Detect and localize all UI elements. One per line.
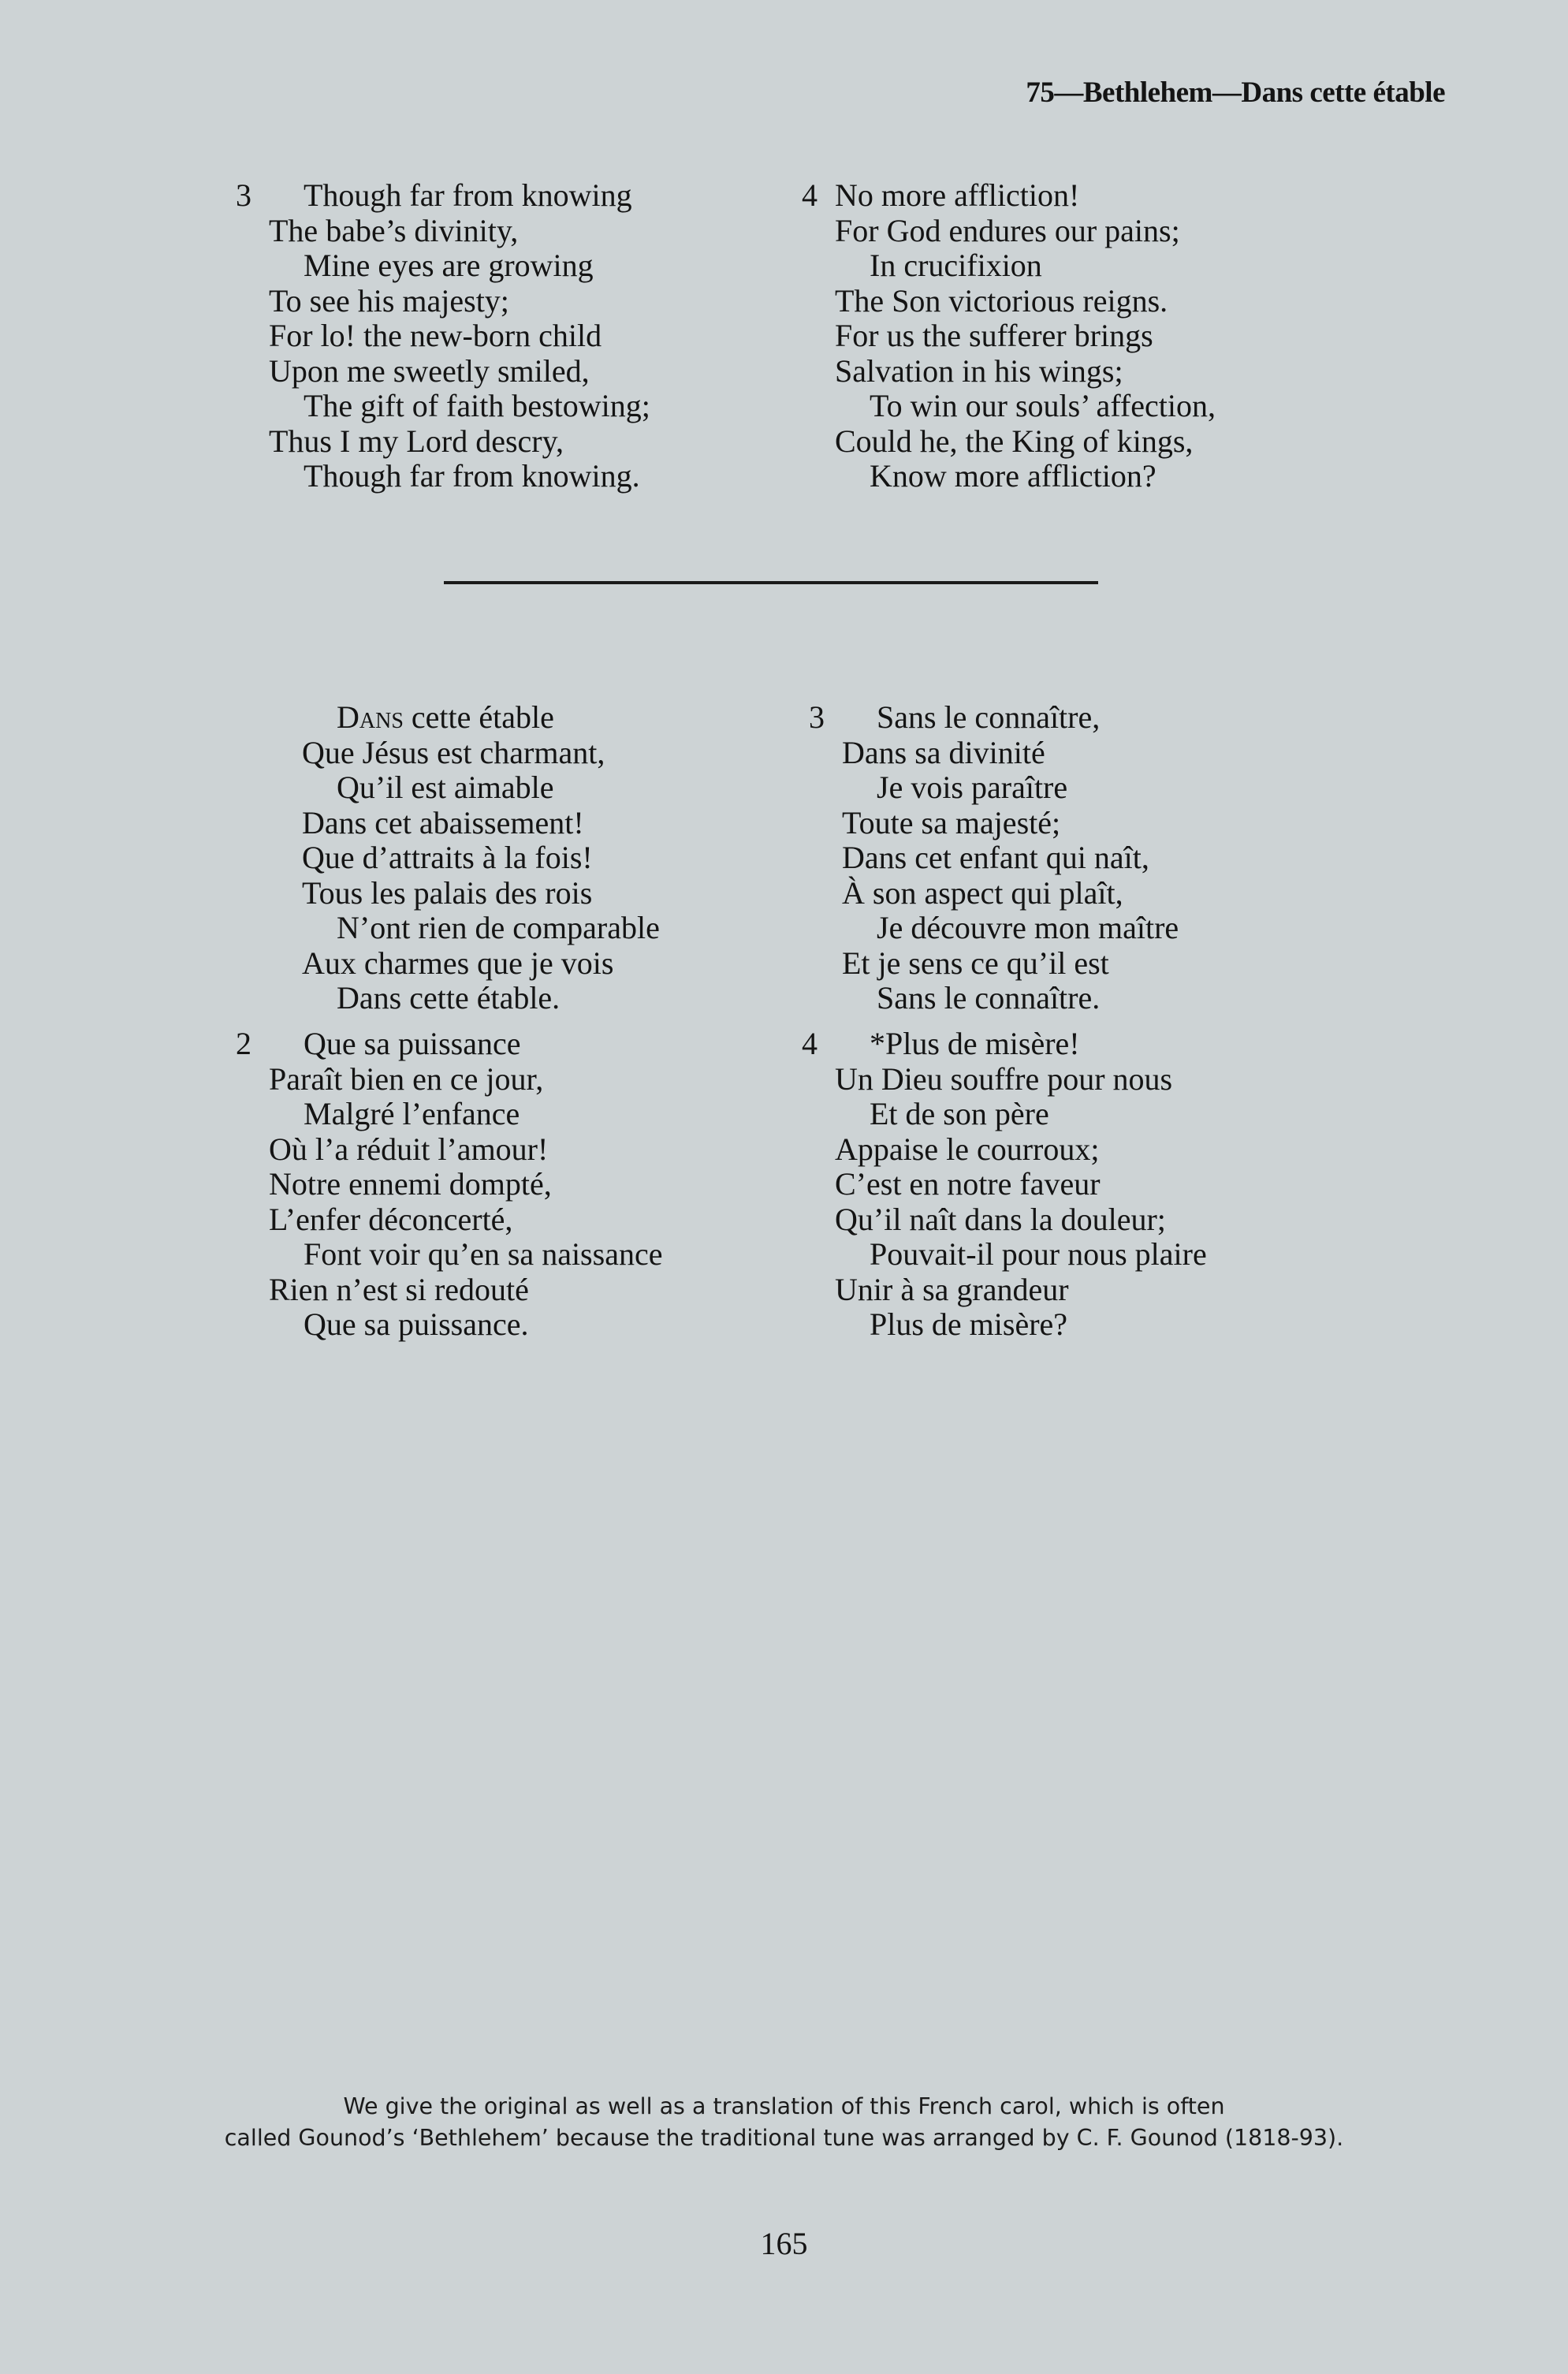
footnote	[0, 2091, 1568, 2154]
verse-line: Thus I my Lord descry,	[269, 423, 564, 459]
verse-line: Que Jésus est charmant,	[302, 734, 605, 770]
verse-line: For God endures our pains;	[835, 212, 1180, 248]
verse-line: No more affliction!	[835, 177, 1080, 213]
verse-line: To win our souls’ affection,	[870, 388, 1216, 423]
verse-line: *Plus de misère!	[870, 1026, 1080, 1061]
verse-line: The gift of faith bestowing;	[304, 388, 650, 423]
french-verse-1	[302, 700, 660, 1016]
verse-line: Unir à sa grandeur	[835, 1271, 1069, 1307]
verse-line: Malgré l’enfance	[304, 1096, 520, 1131]
verse-line: Et de son père	[870, 1096, 1049, 1131]
verse-line: Though far from knowing	[304, 177, 632, 213]
verse-number: 2	[236, 1026, 251, 1061]
verse-line: Qu’il est aimable	[337, 770, 554, 805]
verse-line: Que d’attraits à la fois!	[302, 840, 593, 875]
verse-line: Sans le connaître.	[877, 980, 1101, 1016]
verse-line: L’enfer déconcerté,	[269, 1201, 513, 1237]
verse-line: Sans le connaître,	[877, 699, 1101, 735]
verse-line: The babe’s divinity,	[269, 212, 519, 248]
verse-number: 3	[236, 177, 251, 213]
verse-line: Dans cet enfant qui naît,	[842, 840, 1149, 875]
verse-line: Though far from knowing.	[304, 458, 640, 494]
english-verse-3	[236, 177, 650, 494]
verse-line: Pouvait-il pour nous plaire	[870, 1236, 1207, 1272]
verse-line: For lo! the new-born child	[269, 318, 602, 353]
verse-line: Dans cette étable.	[337, 980, 561, 1016]
verse-line: Et je sens ce qu’il est	[842, 945, 1109, 981]
verse-line: Un Dieu souffre pour nous	[835, 1060, 1173, 1097]
verse-line: Que sa puissance	[304, 1026, 521, 1061]
verse-line: To see his majesty;	[269, 282, 509, 319]
verse-line: Know more affliction?	[870, 458, 1156, 494]
verse-line: Salvation in his wings;	[835, 352, 1123, 389]
verse-number: 4	[802, 177, 818, 213]
verse-line: Que sa puissance.	[304, 1306, 529, 1342]
verse-line: Appaise le courroux;	[835, 1131, 1100, 1167]
page-number: 165	[760, 2226, 808, 2261]
french-verse-3	[809, 699, 1179, 1016]
first-word-rest: ans	[359, 699, 404, 735]
first-line-rest: cette étable	[403, 699, 554, 735]
verse-line: Je découvre mon maître	[877, 910, 1179, 945]
verse-line: Dans sa divinité	[842, 734, 1045, 770]
verse-line: N’ont rien de comparable	[337, 910, 660, 945]
footnote-line: called Gounod’s ‘Bethlehem’ because the traditional tune was arranged by C. F. Gounod (1818-93).	[224, 2125, 1344, 2151]
footnote-line: We give the original as well as a translation of this French carol, which is often	[343, 2093, 1225, 2119]
verse-line	[302, 700, 660, 736]
verse-line: Dans cet abaissement!	[302, 804, 584, 840]
verse-line: Aux charmes que je vois	[302, 945, 614, 981]
french-verse-2	[236, 1026, 663, 1343]
verse-line: In crucifixion	[870, 248, 1042, 283]
verse-number: 4	[802, 1026, 818, 1061]
verse-line: Rien n’est si redouté	[269, 1271, 529, 1307]
verse-line: Où l’a réduit l’amour!	[269, 1131, 549, 1167]
first-word-lead: D	[337, 699, 359, 735]
english-verse-4	[802, 177, 1216, 494]
section-divider	[444, 581, 1098, 584]
verse-line: Je vois paraître	[877, 770, 1068, 805]
verse-line: Toute sa majesté;	[842, 804, 1061, 840]
verse-line: Tous les palais des rois	[302, 874, 593, 911]
page-header: 75—Bethlehem—Dans cette étable	[1026, 76, 1445, 109]
verse-line: À son aspect qui plaît,	[842, 874, 1123, 911]
verse-line: For us the sufferer brings	[835, 318, 1153, 353]
verse-line: The Son victorious reigns.	[835, 282, 1168, 319]
verse-line: Plus de misère?	[870, 1306, 1068, 1342]
verse-line: Notre ennemi dompté,	[269, 1166, 552, 1202]
verse-line: Could he, the King of kings,	[835, 423, 1194, 459]
verse-line: C’est en notre faveur	[835, 1166, 1101, 1202]
verse-line: Paraît bien en ce jour,	[269, 1060, 544, 1097]
french-verse-4	[802, 1026, 1207, 1343]
verse-line: Font voir qu’en sa naissance	[304, 1236, 663, 1272]
verse-line: Qu’il naît dans la douleur;	[835, 1201, 1166, 1237]
verse-line: Upon me sweetly smiled,	[269, 352, 590, 389]
verse-number: 3	[809, 699, 825, 735]
verse-line: Mine eyes are growing	[304, 248, 594, 283]
